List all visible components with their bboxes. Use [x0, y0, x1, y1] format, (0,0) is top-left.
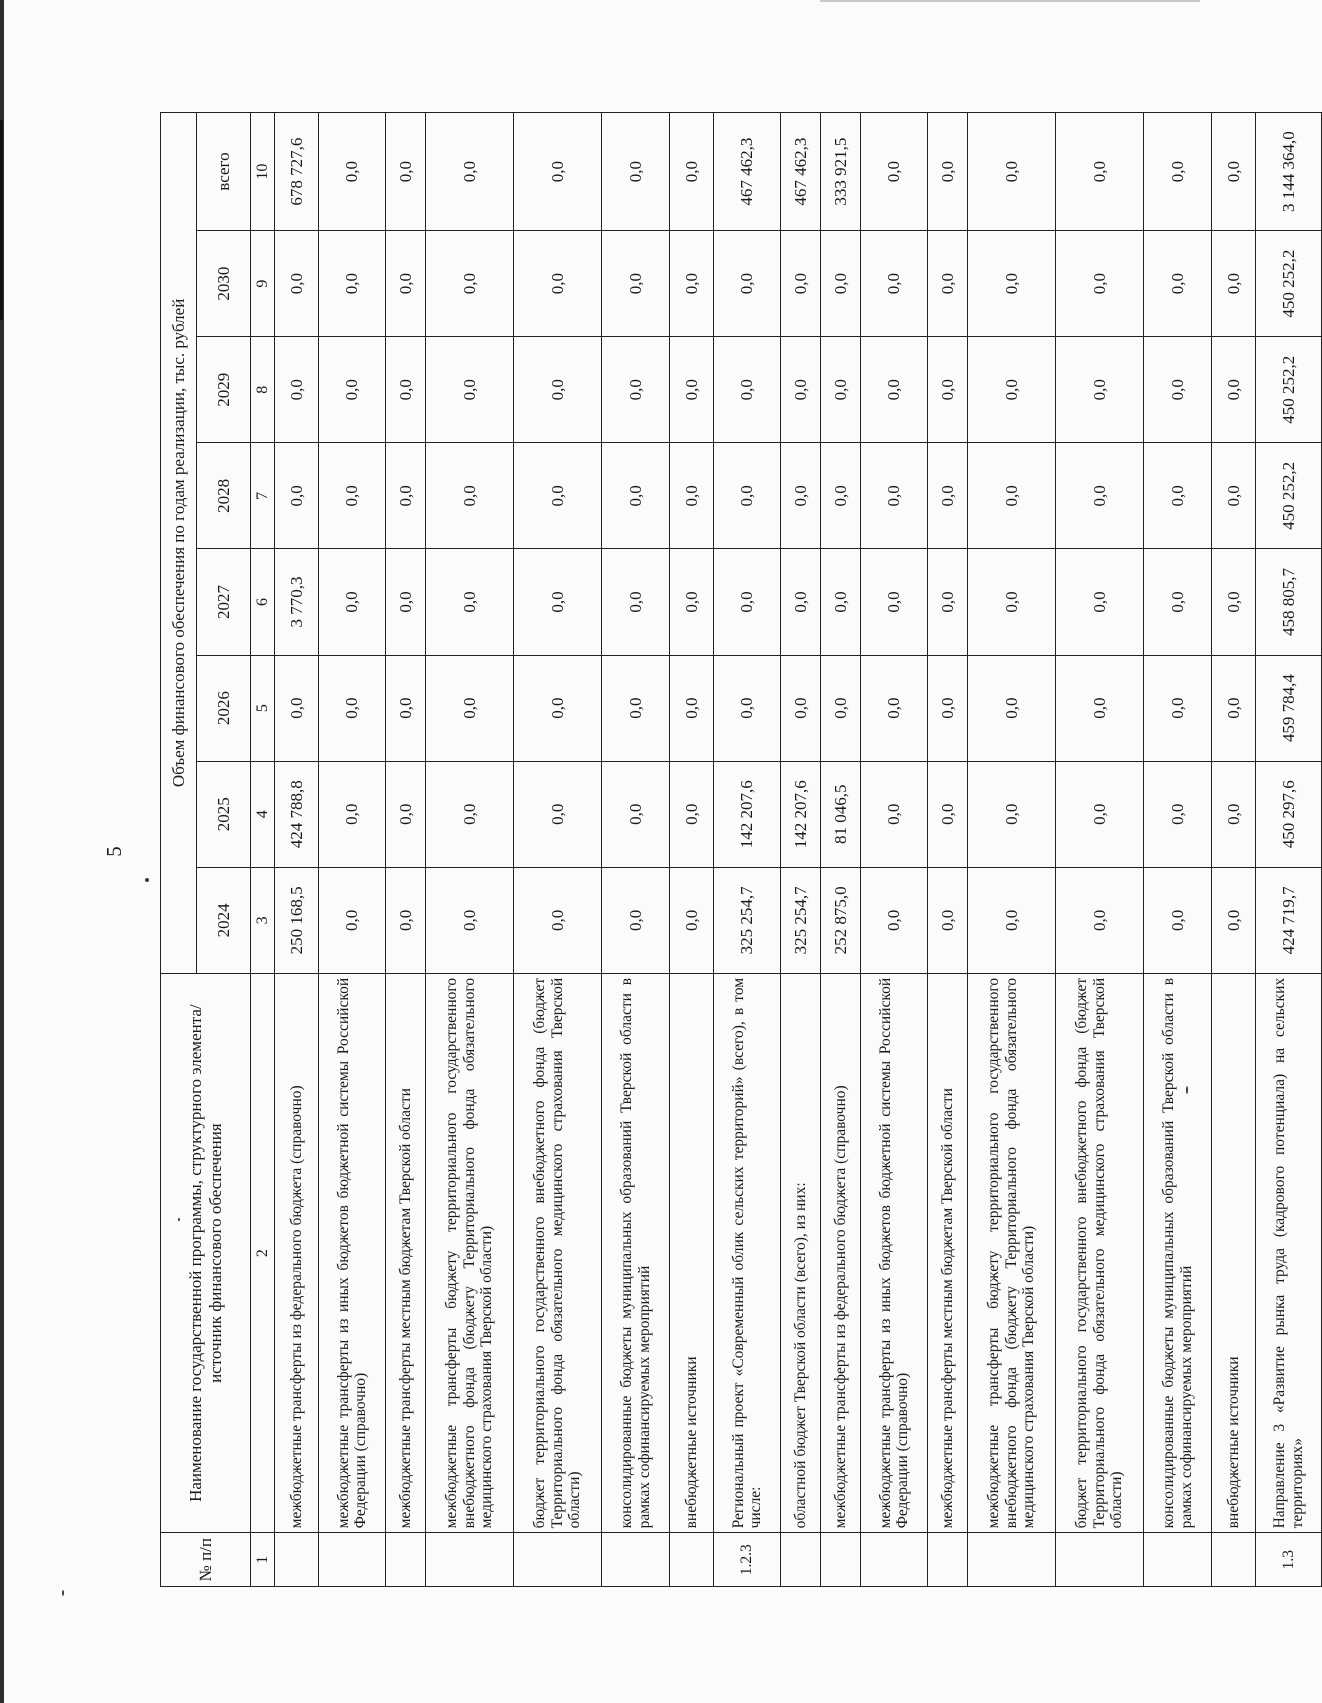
row-value: 0,0 — [928, 761, 968, 867]
row-value: 0,0 — [1056, 231, 1144, 337]
header-name: Наименование государственной программы, структурного элемента/источник финансового обеспечения — [161, 973, 251, 1533]
row-value: 0,0 — [861, 443, 928, 549]
row-value: 0,0 — [1212, 761, 1256, 867]
row-value: 0,0 — [386, 113, 426, 231]
row-value: 0,0 — [1056, 761, 1144, 867]
column-index: 7 — [251, 443, 275, 549]
row-value: 0,0 — [319, 337, 386, 443]
row-value: 0,0 — [861, 655, 928, 761]
row-value: 81 046,5 — [821, 761, 861, 867]
column-index: 6 — [251, 549, 275, 655]
row-value: 325 254,7 — [714, 867, 781, 973]
table-row — [514, 113, 602, 1587]
row-value: 0,0 — [1056, 867, 1144, 973]
row-value: 0,0 — [426, 549, 514, 655]
row-value: 0,0 — [821, 337, 861, 443]
row-name: межбюджетные трансферты из федерального бюджета (справочно) — [275, 973, 319, 1533]
row-number — [821, 1533, 861, 1587]
row-value: 0,0 — [319, 867, 386, 973]
row-number — [781, 1533, 821, 1587]
row-value: 0,0 — [602, 761, 670, 867]
row-value: 0,0 — [1212, 867, 1256, 973]
column-index: 5 — [251, 655, 275, 761]
row-value: 0,0 — [602, 113, 670, 231]
row-value: 0,0 — [861, 231, 928, 337]
row-value: 0,0 — [670, 337, 714, 443]
column-index: 8 — [251, 337, 275, 443]
row-value: 333 921,5 — [821, 113, 861, 231]
row-number — [928, 1533, 968, 1587]
row-value: 459 784,4 — [1256, 655, 1322, 761]
row-value: 0,0 — [928, 867, 968, 973]
row-name: межбюджетные трансферты из федерального бюджета (справочно) — [821, 973, 861, 1533]
row-value: 0,0 — [1144, 113, 1212, 231]
row-number — [1144, 1533, 1212, 1587]
row-value: 0,0 — [275, 231, 319, 337]
row-value: 0,0 — [275, 337, 319, 443]
row-value: 0,0 — [602, 231, 670, 337]
row-value: 0,0 — [670, 443, 714, 549]
row-value: 0,0 — [602, 337, 670, 443]
table-row — [821, 113, 861, 1587]
table-row — [1256, 113, 1322, 1587]
row-value: 250 168,5 — [275, 867, 319, 973]
row-value: 0,0 — [861, 761, 928, 867]
row-value: 0,0 — [426, 337, 514, 443]
row-value: 0,0 — [514, 549, 602, 655]
column-index: 1 — [251, 1533, 275, 1587]
row-value: 0,0 — [670, 867, 714, 973]
table-row — [602, 113, 670, 1587]
row-value: 0,0 — [426, 443, 514, 549]
row-value: 0,0 — [426, 113, 514, 231]
row-value: 0,0 — [514, 113, 602, 231]
row-number — [1212, 1533, 1256, 1587]
row-value: 0,0 — [781, 549, 821, 655]
column-index: 2 — [251, 973, 275, 1533]
row-value: 0,0 — [1056, 549, 1144, 655]
row-value: 0,0 — [821, 231, 861, 337]
row-value: 467 462,3 — [781, 113, 821, 231]
row-value: 0,0 — [781, 443, 821, 549]
row-value: 0,0 — [514, 443, 602, 549]
header-num: № п/п — [161, 1533, 251, 1587]
row-value: 0,0 — [1144, 231, 1212, 337]
row-value: 0,0 — [670, 113, 714, 231]
row-value: 0,0 — [968, 337, 1056, 443]
row-value: 0,0 — [514, 231, 602, 337]
table-row — [861, 113, 928, 1587]
row-value: 424 788,8 — [275, 761, 319, 867]
table-row — [1212, 113, 1256, 1587]
row-value: 0,0 — [386, 337, 426, 443]
row-number: 1.2.3 — [714, 1533, 781, 1587]
table-row — [781, 113, 821, 1587]
row-value: 0,0 — [821, 655, 861, 761]
row-value: 0,0 — [928, 113, 968, 231]
row-value: 0,0 — [968, 443, 1056, 549]
row-value: 0,0 — [670, 761, 714, 867]
row-number — [602, 1533, 670, 1587]
row-value: 0,0 — [1056, 443, 1144, 549]
row-number: 1.3 — [1256, 1533, 1322, 1587]
row-value: 0,0 — [1144, 549, 1212, 655]
row-value: 450 297,6 — [1256, 761, 1322, 867]
row-value: 0,0 — [1212, 443, 1256, 549]
row-value: 0,0 — [968, 113, 1056, 231]
row-value: 0,0 — [1144, 655, 1212, 761]
row-value: 0,0 — [968, 655, 1056, 761]
header-volume-title: Объем финансового обеспечения по годам реализации, тыс. рублей — [161, 113, 197, 974]
row-number — [426, 1533, 514, 1587]
row-name: бюджет территориального государственного внебюджетного фонда (бюджет Территориального фонда обязательного медицинского страхования Тверской области) — [1056, 973, 1144, 1533]
row-value: 0,0 — [514, 761, 602, 867]
row-value: 678 727,6 — [275, 113, 319, 231]
row-number — [861, 1533, 928, 1587]
column-index: 9 — [251, 231, 275, 337]
row-value: 0,0 — [781, 231, 821, 337]
row-value: 0,0 — [602, 549, 670, 655]
row-value: 0,0 — [968, 867, 1056, 973]
row-value: 0,0 — [821, 549, 861, 655]
row-value: 0,0 — [1212, 113, 1256, 231]
table-row — [426, 113, 514, 1587]
row-value: 0,0 — [319, 443, 386, 549]
row-value: 458 805,7 — [1256, 549, 1322, 655]
row-value: 450 252,2 — [1256, 231, 1322, 337]
row-value: 0,0 — [1144, 443, 1212, 549]
table-row — [275, 113, 319, 1587]
row-value: 0,0 — [714, 655, 781, 761]
row-value: 0,0 — [1212, 549, 1256, 655]
row-value: 0,0 — [319, 549, 386, 655]
row-value: 0,0 — [714, 337, 781, 443]
row-value: 0,0 — [1212, 231, 1256, 337]
row-value: 0,0 — [426, 231, 514, 337]
row-value: 0,0 — [319, 655, 386, 761]
row-value: 450 252,2 — [1256, 443, 1322, 549]
row-value: 3 144 364,0 — [1256, 113, 1322, 231]
row-value: 0,0 — [928, 231, 968, 337]
row-value: 424 719,7 — [1256, 867, 1322, 973]
row-value: 0,0 — [386, 443, 426, 549]
row-name: консолидированные бюджеты муниципальных образований Тверской области в рамках софинансируемых мероприятий — [602, 973, 670, 1533]
row-value: 0,0 — [514, 655, 602, 761]
row-value: 325 254,7 — [781, 867, 821, 973]
table-row — [1144, 113, 1212, 1587]
row-value: 0,0 — [714, 231, 781, 337]
row-value: 0,0 — [426, 655, 514, 761]
row-value: 0,0 — [602, 655, 670, 761]
row-value: 0,0 — [670, 549, 714, 655]
row-name: межбюджетные трансферты местным бюджетам Тверской области — [928, 973, 968, 1533]
header-year: 2025 — [197, 761, 251, 867]
row-value: 252 875,0 — [821, 867, 861, 973]
row-name: межбюджетные трансферты бюджету территориального государственного внебюджетного фонда (бюджету Территориального фонда обязательного медицинского страхования Тверской области) — [968, 973, 1056, 1533]
header-year: 2026 — [197, 655, 251, 761]
table-row — [928, 113, 968, 1587]
row-value: 3 770,3 — [275, 549, 319, 655]
row-number — [1056, 1533, 1144, 1587]
row-value: 0,0 — [386, 549, 426, 655]
row-value: 0,0 — [968, 761, 1056, 867]
header-year: 2027 — [197, 549, 251, 655]
row-number — [514, 1533, 602, 1587]
table-row — [968, 113, 1056, 1587]
row-name: межбюджетные трансферты из иных бюджетов бюджетной системы Российской Федерации (справочно) — [319, 973, 386, 1533]
header-year: всего — [197, 113, 251, 231]
row-value: 0,0 — [968, 549, 1056, 655]
header-year: 2030 — [197, 231, 251, 337]
row-value: 0,0 — [1144, 337, 1212, 443]
row-value: 0,0 — [714, 443, 781, 549]
row-name: внебюджетные источники — [670, 973, 714, 1533]
table-row — [386, 113, 426, 1587]
row-value: 0,0 — [1056, 113, 1144, 231]
row-value: 0,0 — [670, 655, 714, 761]
table-row — [670, 113, 714, 1587]
row-value: 0,0 — [275, 655, 319, 761]
row-value: 0,0 — [1056, 337, 1144, 443]
row-value: 0,0 — [275, 443, 319, 549]
row-name: бюджет территориального государственного внебюджетного фонда (бюджет Территориального фонда обязательного медицинского страхования Тверской области) — [514, 973, 602, 1533]
row-name: Региональный проект «Современный облик сельских территорий» (всего), в том числе: — [714, 973, 781, 1533]
row-value: 0,0 — [1144, 867, 1212, 973]
row-value: 0,0 — [319, 761, 386, 867]
row-name: внебюджетные источники — [1212, 973, 1256, 1533]
row-value: 0,0 — [928, 655, 968, 761]
row-value: 0,0 — [670, 231, 714, 337]
row-name: межбюджетные трансферты местным бюджетам Тверской области — [386, 973, 426, 1533]
row-value: 142 207,6 — [781, 761, 821, 867]
row-name: Направление 3 «Развитие рынка труда (кадрового потенциала) на сельских территориях» — [1256, 973, 1322, 1533]
row-value: 0,0 — [1144, 761, 1212, 867]
row-value: 0,0 — [602, 443, 670, 549]
table-row — [319, 113, 386, 1587]
header-year: 2029 — [197, 337, 251, 443]
financing-table — [160, 112, 1322, 1587]
row-number — [319, 1533, 386, 1587]
row-value: 142 207,6 — [714, 761, 781, 867]
row-value: 0,0 — [1212, 655, 1256, 761]
row-value: 0,0 — [821, 443, 861, 549]
row-name: областной бюджет Тверской области (всего), из них: — [781, 973, 821, 1533]
row-value: 0,0 — [602, 867, 670, 973]
row-value: 0,0 — [861, 113, 928, 231]
row-number — [275, 1533, 319, 1587]
row-value: 0,0 — [319, 231, 386, 337]
row-value: 0,0 — [928, 443, 968, 549]
row-name: межбюджетные трансферты из иных бюджетов бюджетной системы Российской Федерации (справочно) — [861, 973, 928, 1533]
row-value: 0,0 — [426, 867, 514, 973]
row-name: консолидированные бюджеты муниципальных образований Тверской области в рамках софинансируемых мероприятий — [1144, 973, 1212, 1533]
row-value: 0,0 — [1212, 337, 1256, 443]
row-value: 0,0 — [386, 761, 426, 867]
row-value: 0,0 — [928, 337, 968, 443]
row-number — [968, 1533, 1056, 1587]
row-value: 0,0 — [968, 231, 1056, 337]
row-value: 0,0 — [386, 655, 426, 761]
row-value: 0,0 — [781, 337, 821, 443]
row-value: 0,0 — [861, 867, 928, 973]
row-value: 0,0 — [1056, 655, 1144, 761]
row-value: 467 462,3 — [714, 113, 781, 231]
row-name: межбюджетные трансферты бюджету территориального государственного внебюджетного фонда (бюджету Территориального фонда обязательного медицинского страхования Тверской области) — [426, 973, 514, 1533]
row-value: 0,0 — [781, 655, 821, 761]
row-value: 0,0 — [514, 867, 602, 973]
column-index: 4 — [251, 761, 275, 867]
table-row — [714, 113, 781, 1587]
row-value: 0,0 — [861, 337, 928, 443]
header-year: 2028 — [197, 443, 251, 549]
row-value: 0,0 — [386, 231, 426, 337]
row-value: 0,0 — [714, 549, 781, 655]
row-value: 0,0 — [426, 761, 514, 867]
row-value: 0,0 — [514, 337, 602, 443]
row-value: 450 252,2 — [1256, 337, 1322, 443]
page-number: 5 — [102, 846, 126, 857]
row-value: 0,0 — [319, 113, 386, 231]
row-number — [670, 1533, 714, 1587]
column-index: 3 — [251, 867, 275, 973]
row-value: 0,0 — [928, 549, 968, 655]
row-value: 0,0 — [386, 867, 426, 973]
header-year: 2024 — [197, 867, 251, 973]
column-index: 10 — [251, 113, 275, 231]
table-row — [1056, 113, 1144, 1587]
row-value: 0,0 — [861, 549, 928, 655]
row-number — [386, 1533, 426, 1587]
